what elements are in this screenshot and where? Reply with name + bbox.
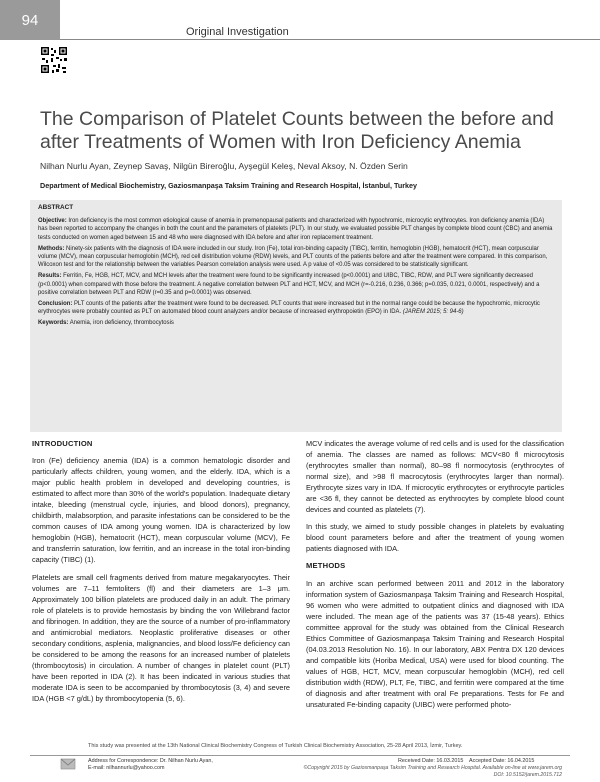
page-header xyxy=(0,0,600,40)
received-date: Received Date: 16.03.2015 xyxy=(398,758,464,764)
objective-label: Objective: xyxy=(38,218,67,225)
correspondence-address: Address for Correspondence: Dr. Nilhan Nurlu Ayan, xyxy=(88,758,213,764)
intro-paragraph-1: Iron (Fe) deficiency anemia (IDA) is a common hematologic disorder and particularly affects children, young women, and the elderly. IDA, which is a major public health problem in developed and developing countries, is estimated to affect more than 30% of the world's population. Inadequate dietary intake, bleeding (menstrual cycle, injuries, and blood donors), pregnancy, childbirth, malabsorption, and parasite infestations can be considered to be the common causes of IDA among young women. IDA is characterized by low hemoglobin (HGB), hematocrit (HCT), mean corpuscular volume (MCV), Fe and transferrin saturation, low ferritin, and an increase in the total iron-binding capacity (TIBC) (1). xyxy=(32,456,290,565)
qr-code-icon xyxy=(40,46,68,74)
copyright-block xyxy=(300,765,562,778)
header-rule xyxy=(60,39,600,40)
abstract-methods xyxy=(38,245,554,270)
abstract-results xyxy=(38,272,554,297)
right-paragraph-1: MCV indicates the average volume of red cells and is used for the classification of anemia. The classes are named as follows: MCV<80 fl microcytosis (erythrocytes smaller than normal), 80–98 fl normocytosis (erythrocytes of normal size), and >98 fl macrocytosis (erythrocytes larger than normal). Erythrocyte sizes vary in IDA. If microcytic erythrocytes or erythrocyte particles are <36 fl, they cannot be detected as erythrocytes by complete blood count devices and counted as platelets (7). xyxy=(306,439,564,515)
article-dates xyxy=(398,758,534,764)
objective-text: Iron deficiency is the most common etiological cause of anemia in premenopausal patients and characterized with hypochromic, microcytic erythrocytes. Iron deficiency anemia (IDA) has been reported to accompany the changes in both the count and the parameters of platelets (PLT). In our study, we evaluated possible PLT changes by complete blood count (CBC) and anemia tests conducted on women aged between 15 and 48 who were diagnosed with IDA before and after iron replacement treatment. xyxy=(38,218,553,241)
introduction-heading: INTRODUCTION xyxy=(32,439,93,448)
abstract-objective xyxy=(38,217,554,242)
envelope-icon xyxy=(60,757,76,771)
abstract-keywords xyxy=(38,319,554,327)
intro-paragraph-2: Platelets are small cell fragments derived from mature megakaryocytes. Their volumes are 7–11 femtoliters (fl) and their diameters are 1–3 μm. Approximately 100 billion platelets are produced daily in an adult. The primary role of platelets is to provide hemostasis by binding the von Willebrand factor and fibrinogen. In addition, they are the source of a number of pro-inflammatory and antimicrobial mediators. Neoplastic proliferative diseases or other secondary conditions, asplenia, malignancies, and blood loss/Fe deficiency can be considered to be among the reasons for an increased number of platelets (thrombocytosis) in circulation. A number of changes in platelet count (PLT) have been reported in IDA (2). It has been indicated in various studies that moderate IDA is seen to be accompanied by thrombocytosis (3, 4) and severe IDA (HGB <7 g/dL) by thrombocytopenia (5, 6). xyxy=(32,572,290,704)
results-text: Ferritin, Fe, HGB, HCT, MCV, and MCH levels after the treatment were found to be significantly increased (p<0.0001) and UIBC, TIBC, RDW, and PLT were significantly decreased (p<0.0001) when compared with those before the treatment. A negative correlation between PLT and HCT, MCV, and MCH (r=-0.216, 0.236, 0.366; p=0.035, 0.021, 0.0001, respectively) and a positive correlation between PLT and RDW (r=0.35 and p=0.0001) was observed. xyxy=(38,273,540,296)
keywords-label: Keywords: xyxy=(38,320,69,327)
conclusion-label: Conclusion: xyxy=(38,301,73,308)
methods-paragraph-1: In an archive scan performed between 2011 and 2012 in the laboratory information system of Gaziosmanpaşa Taksim Training and Research Hospital, 96 women who were admitted to outpatient clinics and diagnosed with IDA were included. The mean age of the patients was 37 (15-48 years). Ethics committee approval for the study was obtained from the Clinical Research Ethics Committee of Gaziosmanpaşa Taksim Training and Research Hospital (04.03.2013 Resolution No. 16). In our laboratory, ABX Pentra DX 120 devices and compatible kits (Horiba Medical, USA) were used for blood counting. The values of HGB, HCT, MCV, mean corpuscular hemoglobin (MCH), red cell distribution width (RDW), PLT, Fe, TIBC, and ferritin were compared at the time of diagnosis and after treatment with oral Fe preparations. Tests for Fe and unsaturated Fe-binding capacity (UIBC) were performed photo- xyxy=(306,578,564,710)
methods-text: Ninety-six patients with the diagnosis of IDA were included in our study. Iron (Fe), total iron-binding capacity (TIBC), ferritin, hemoglobin (HGB), hematocrit (HCT), mean corpuscular volume (MCV), mean corpuscular hemoglobin (MCH), red cell distribution volume (RDW) levels, and PLT counts of the patients before and after the treatment were compared. In this comparison, Wilcoxon test and for the relationship between the variables Pearson correlation analysis were used. A p value of <0.05 was considered to be statistically significant. xyxy=(38,245,548,269)
keywords-text: Anemia, iron deficiency, thrombocytosis xyxy=(69,320,174,327)
citation: (JAREM 2015; 5: 94-6) xyxy=(402,309,464,316)
article-title: The Comparison of Platelet Counts between the before and after Treatments of Women with Iron Deficiency Anemia xyxy=(40,108,554,153)
methods-label: Methods: xyxy=(38,245,65,252)
copyright-text: ©Copyright 2015 by Gaziosmanpaşa Taksim Training and Research Hospital. Available on-line at www.jarem.org xyxy=(303,765,562,771)
correspondence xyxy=(88,758,213,772)
methods-heading: METHODS xyxy=(306,561,346,571)
affiliation: Department of Medical Biochemistry, Gaziosmanpaşa Taksim Training and Research Hospital, İstanbul, Turkey xyxy=(40,181,418,190)
presentation-footnote: This study was presented at the 13th National Clinical Biochemistry Congress of Turkish Clinical Biochemistry Association, 25-28 April 2013, İzmir, Turkey. xyxy=(88,743,463,749)
page-number: 94 xyxy=(0,0,60,40)
conclusion-text: PLT counts of the patients after the treatment were found to be decreased. PLT counts that were increased but in the normal range could be because the hypochromic, microcytic erythrocytes were probably counted as PLT on automated blood count analyzers and/or because of increased erythropoietin (EPO) in IDA. xyxy=(38,301,540,316)
section-label: Original Investigation xyxy=(186,26,289,38)
right-column xyxy=(306,438,564,716)
author-list: Nilhan Nurlu Ayan, Zeynep Savaş, Nilgün Bireroğlu, Ayşegül Keleş, Neval Aksoy, N. Özden Serin xyxy=(40,161,408,171)
right-paragraph-2: In this study, we aimed to study possible changes in platelets by evaluating blood count parameters before and after the treatment of young women patients diagnosed with IDA. xyxy=(306,522,564,554)
abstract-conclusion xyxy=(38,300,554,316)
abstract-heading: ABSTRACT xyxy=(38,204,74,211)
footer-rule xyxy=(30,755,570,756)
doi: DOI: 10.5152/jarem.2015.712 xyxy=(493,771,562,778)
accepted-date: Accepted Date: 16.04.2015 xyxy=(469,758,535,764)
correspondence-email: E-mail: nilhannurlu@yahoo.com xyxy=(88,765,165,771)
left-column xyxy=(32,438,290,710)
results-label: Results: xyxy=(38,273,62,280)
abstract-box xyxy=(30,200,562,432)
